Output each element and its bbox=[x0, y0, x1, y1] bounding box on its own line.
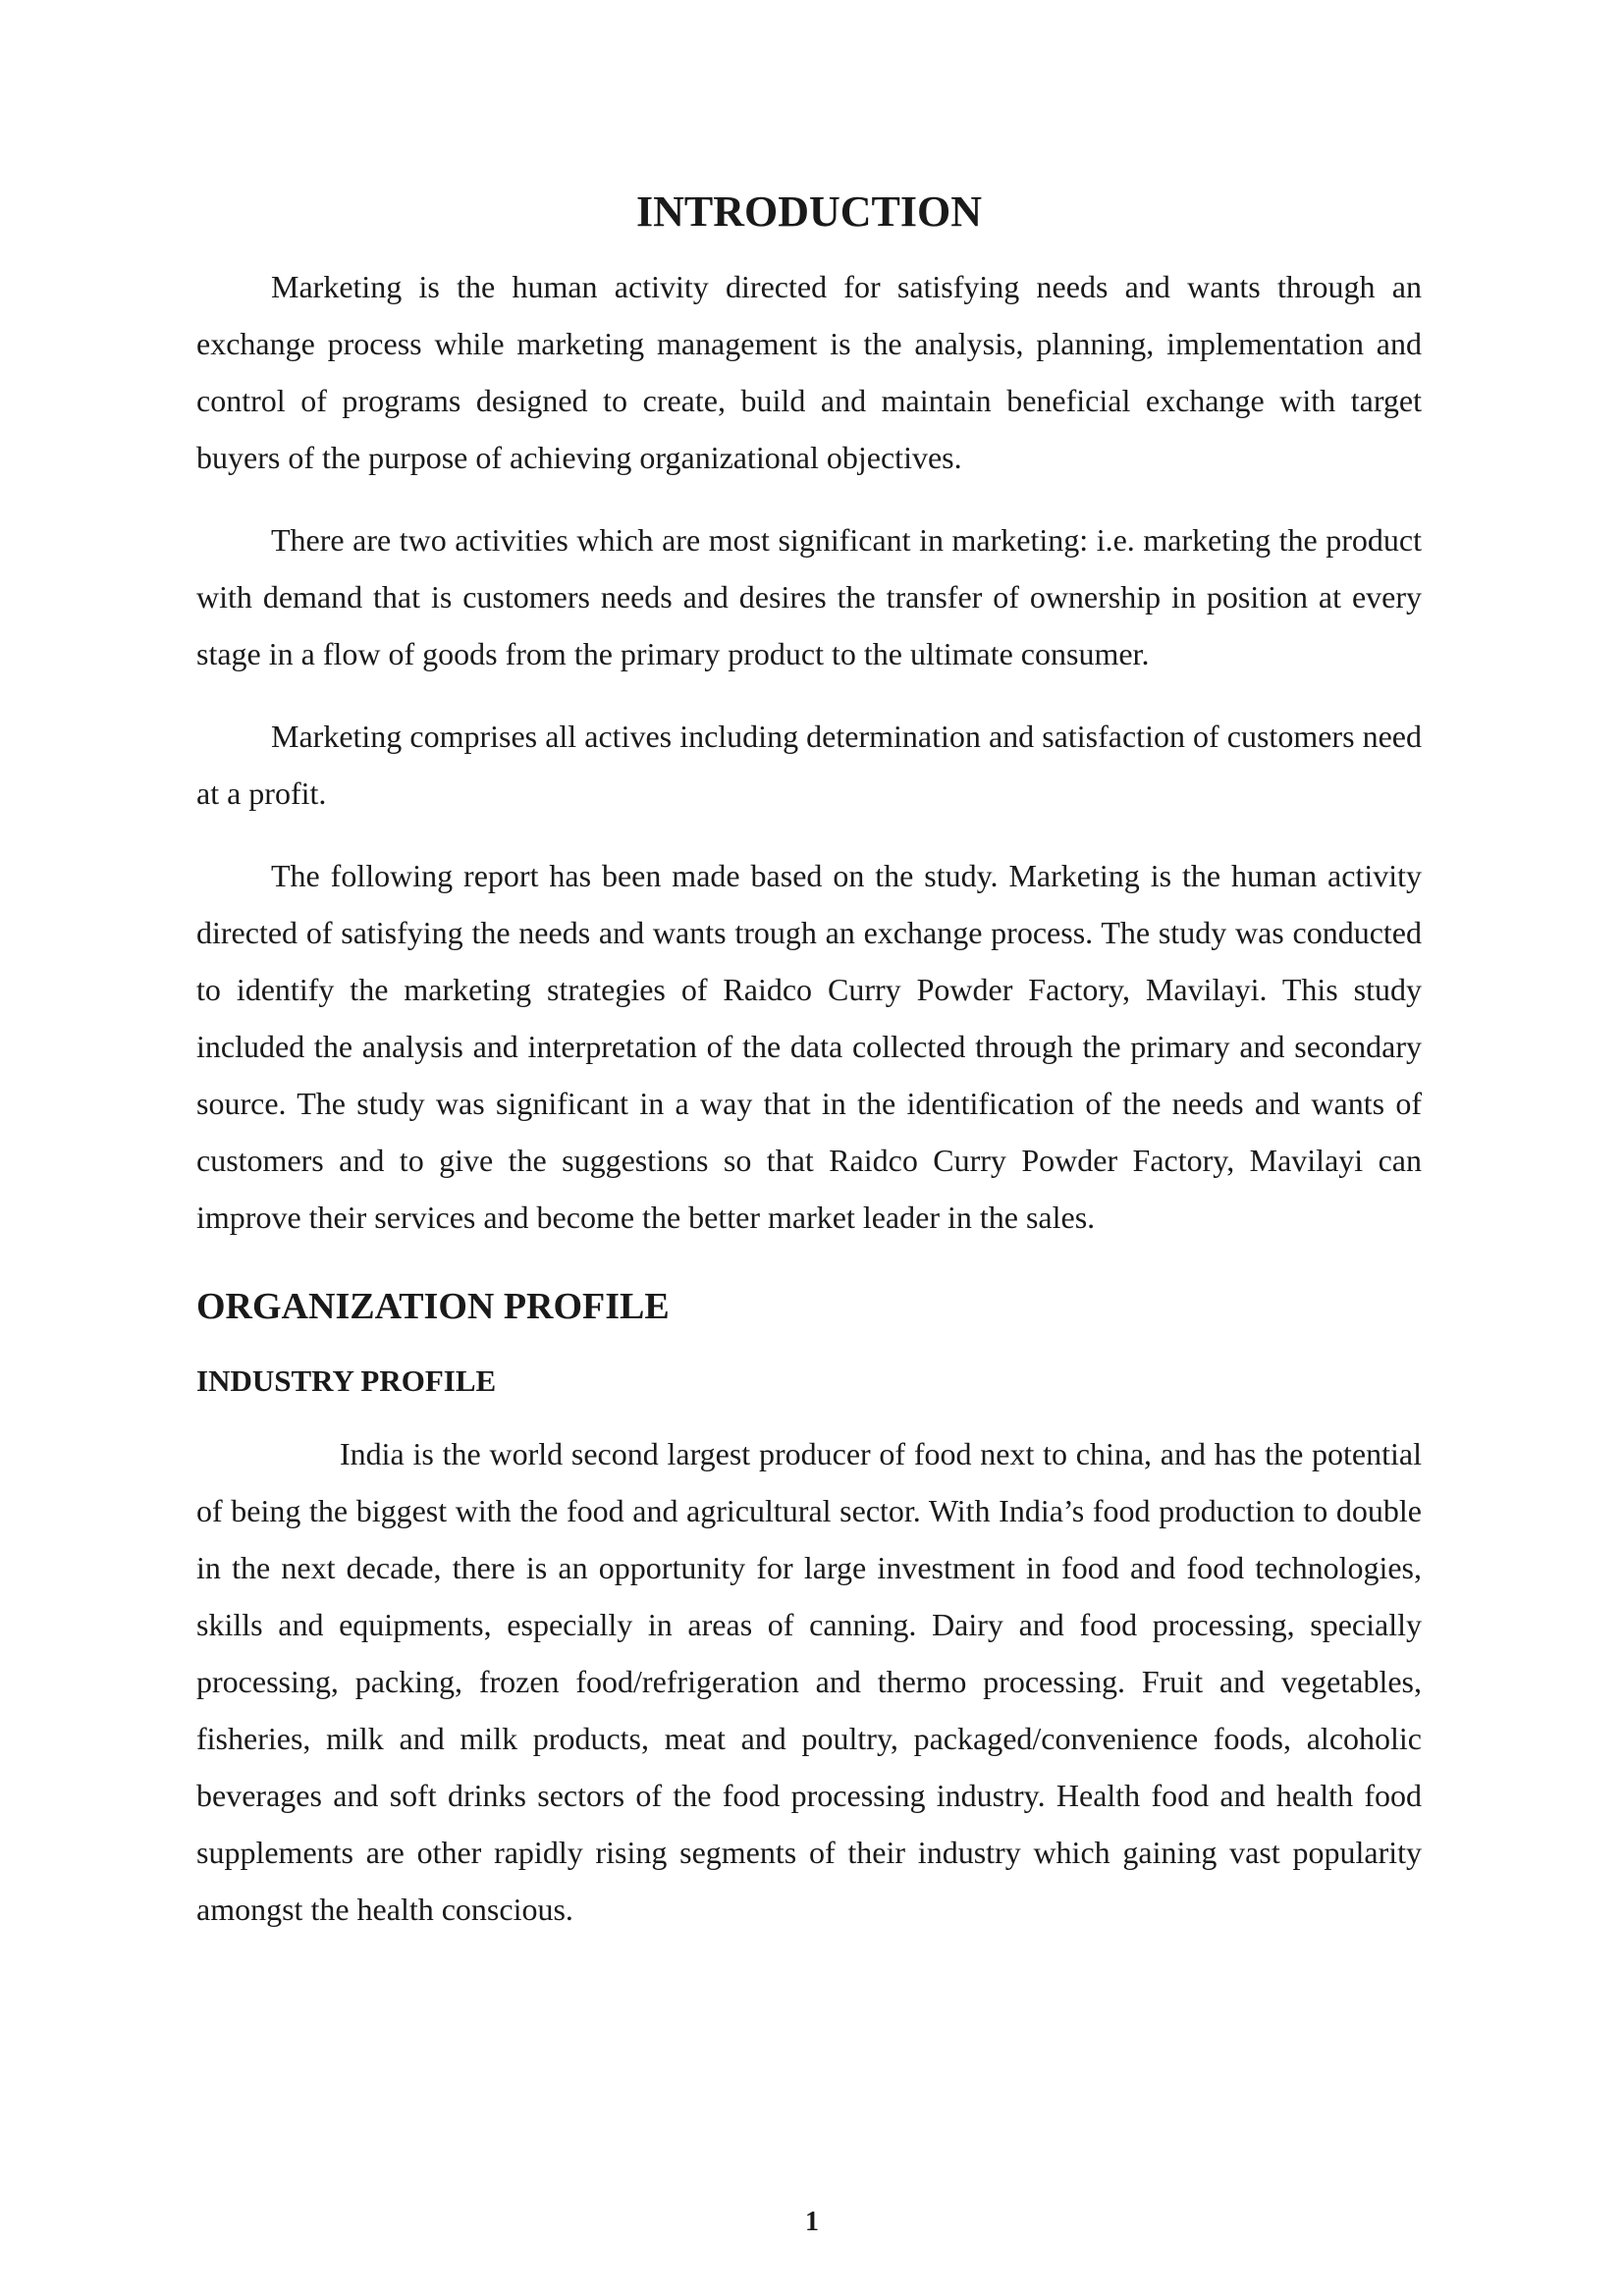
document-page bbox=[196, 187, 1422, 1963]
page-number: 1 bbox=[805, 2207, 819, 2237]
subsection-heading-industry-profile: INDUSTRY PROFILE bbox=[196, 1363, 497, 1399]
section-heading-organization-profile: ORGANIZATION PROFILE bbox=[196, 1285, 670, 1327]
intro-paragraph-4: The following report has been made based on the study. Marketing is the human activity directed of satisfying the needs and wants trough an exchange process. The study was conducted to identify the marketing strategies of Raidco Curry Powder Factory, Mavilayi. This study included the analysis and interpretation of the data collected through the primary and secondary source. The study was significant in a way that in the identification of the needs and wants of customers and to give the suggestions so that Raidco Curry Powder Factory, Mavilayi can improve their services and become the better market leader in the sales. bbox=[196, 857, 1422, 1235]
intro-paragraph-3: Marketing comprises all actives including determination and satisfaction of customers need at a profit. bbox=[196, 718, 1422, 811]
intro-paragraph-1: Marketing is the human activity directed for satisfying needs and wants through an exchange process while marketing management is the analysis, planning, implementation and control of programs designed to create, build and maintain beneficial exchange with target buyers of the purpose of achieving organizational objectives. bbox=[196, 268, 1422, 475]
intro-paragraph-2: There are two activities which are most significant in marketing: i.e. marketing the product with demand that is customers needs and desires the transfer of ownership in position at every stage in a flow of goods from the primary product to the ultimate consumer. bbox=[196, 521, 1422, 671]
page-title: INTRODUCTION bbox=[635, 187, 983, 236]
industry-paragraph: India is the world second largest producer of food next to china, and has the potential of being the biggest with the food and agricultural sector. With India’s food production to double in the next decade, there is an opportunity for large investment in food and food technologies, skills and equipments, especially in areas of canning. Dairy and food processing, specially processing, packing, frozen food/refrigeration and thermo processing. Fruit and vegetables, fisheries, milk and milk products, meat and poultry, packaged/convenience foods, alcoholic beverages and soft drinks sectors of the food processing industry. Health food and health food supplements are other rapidly rising segments of their industry which gaining vast popularity amongst the health conscious. bbox=[196, 1435, 1422, 1927]
